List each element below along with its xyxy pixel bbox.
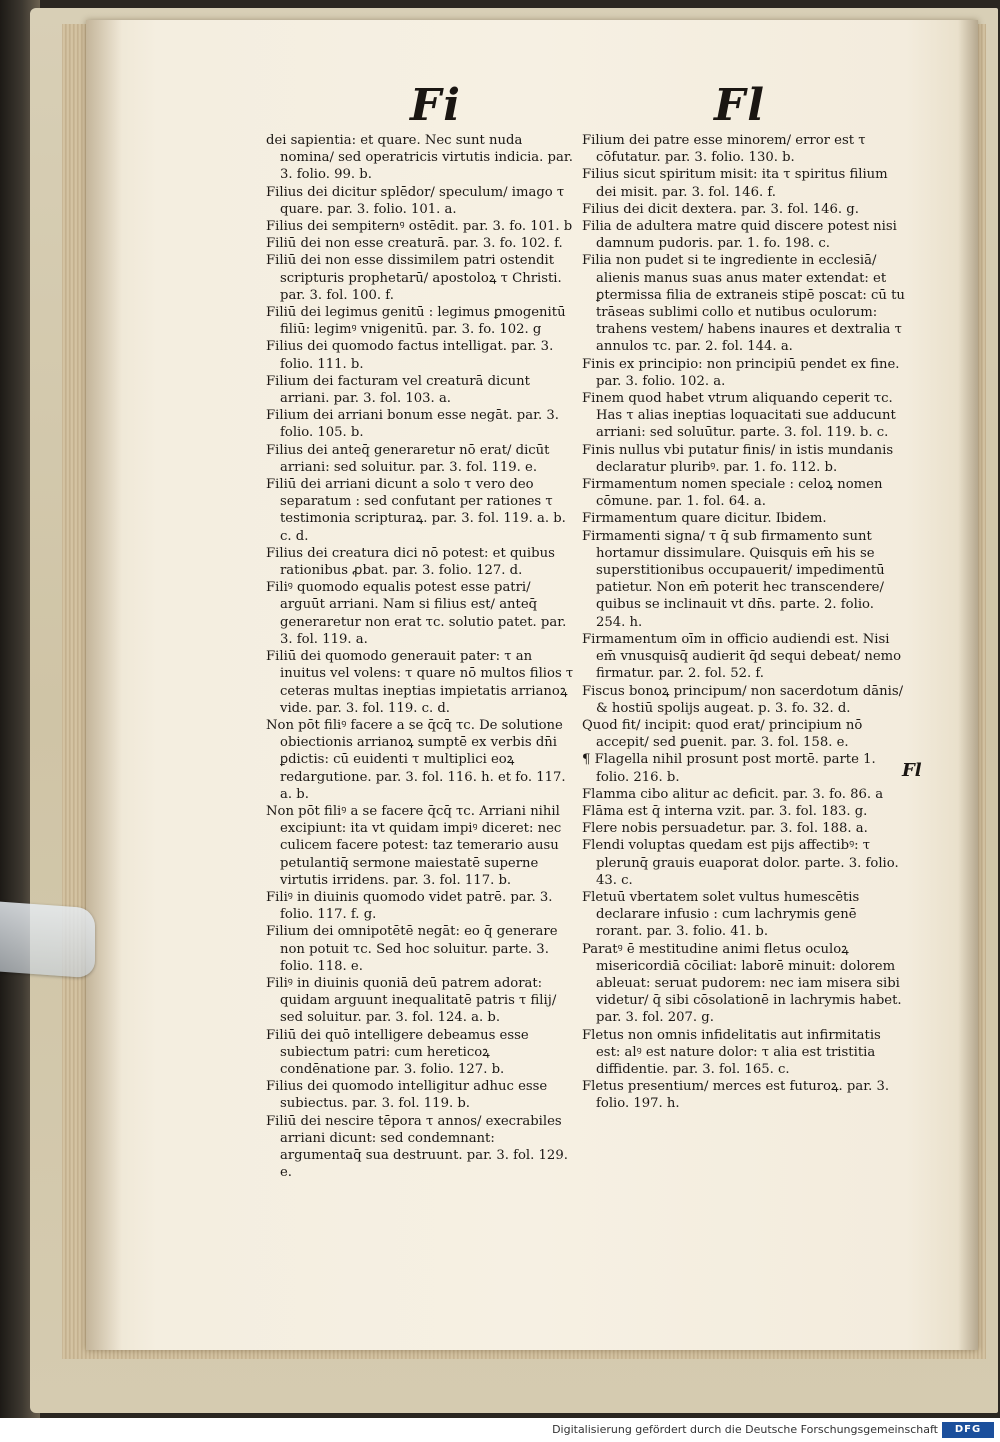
running-head-left: Fi (410, 80, 462, 131)
index-entry: Fletus non omnis infidelitatis aut infirmitatis est: alꝰ est nature dolor: τ alia est tristitia diffidentie. par. 3. fol. 165. c. (582, 1027, 881, 1077)
index-entry: Filius dei creatura dici nō potest: et quibus rationibus ꝓbat. par. 3. folio. 127. d. (266, 545, 555, 579)
index-entry: Non pōt filiꝰ facere a se q̄cq̄ τc. De solutione obiectionis arrianoꝝ sumptē ex verbis dn̄i ꝑdictis: cū euidenti τ multiplici eoꝝ redargutione. par. 3. fol. 116. h. et fo. 117. a. b. (266, 717, 566, 802)
index-entry: Filius dei sempiternꝰ ostēdit. par. 3. fo. 101. b (266, 219, 573, 235)
index-entry: Filiꝰ in diuinis quomodo videt patrē. par. 3. folio. 117. f. g. (266, 889, 553, 923)
index-entry: Filium dei arriani bonum esse negāt. par. 3. folio. 105. b. (266, 408, 559, 441)
index-entry: Finem quod habet vtrum aliquando ceperit τc. Has τ alias ineptias loquacitati sue adducunt arriani: sed soluūtur. parte. 3. fol. 119. b. c. (582, 391, 896, 441)
index-entry: Filius dei dicit dextera. par. 3. fol. 146. g. (582, 201, 859, 217)
text-column-right (582, 132, 906, 1113)
index-entry: Filium dei omnipotētē negāt: eo q̄ generare non potuit τc. Sed hoc soluitur. parte. 3. folio. 118. e. (266, 924, 558, 974)
index-entry: Filiū dei nescire tēpora τ annos/ execrabiles arriani dicunt: sed condemnant: argumentaq̄ sua destruunt. par. 3. fol. 129. e. (266, 1113, 568, 1181)
index-entry: ¶ Flagella nihil prosunt post mortē. parte 1. folio. 216. b. (582, 752, 876, 785)
index-entry: Flere nobis persuadetur. par. 3. fol. 188. a. (582, 821, 868, 837)
index-entry: Finis ex principio: non principiū pendet ex fine. par. 3. folio. 102. a. (582, 356, 900, 389)
index-entry: Filiū dei quō intelligere debeamus esse subiectum patri: cum hereticoꝝ condēnatione par. 3. folio. 127. b. (266, 1027, 529, 1077)
index-entry: Filium dei patre esse minorem/ error est τ cōfutatur. par. 3. folio. 130. b. (582, 133, 866, 166)
index-entry: Filius dei anteq̄ generaretur nō erat/ dicūt arriani: sed soluitur. par. 3. fol. 119. e. (266, 442, 550, 475)
index-entry: Flāma est q̄ interna vzit. par. 3. fol. 183. g. (582, 803, 868, 819)
index-entry: Filius sicut spiritum misit: ita τ spiritus filium dei misit. par. 3. fol. 146. f. (582, 167, 888, 200)
index-entry: Fletus presentium/ merces est futuroꝝ. par. 3. folio. 197. h. (582, 1079, 890, 1112)
index-entry: Fletuū vbertatem solet vultus humescētis declarare infusio : cum lachrymis genē rorant. par. 3. folio. 41. b. (582, 889, 860, 940)
index-entry: Firmamentum oīm in officio audiendi est. Nisi em̄ vnusquisq̄ audierit q̄d sequi debeat/ nemo firmatur. par. 2. fol. 52. f. (582, 631, 902, 682)
index-entry: Filia de adultera matre quid discere potest nisi damnum pudoris. par. 1. fo. 198. c. (582, 219, 897, 252)
funding-note: Digitalisierung gefördert durch die Deutsche Forschungsgemeinschaft (552, 1423, 938, 1436)
index-entry: Firmamenti signa/ τ q̄ sub firmamento sunt hortamur dissimulare. Quisquis em̄ his se superstitionibus occupauerit/ impedimentū patietur. Non em̄ poterit hec transcendere/ quibus se inclinauit vt dn̄s. parte. 2. folio. 254. h. (582, 528, 885, 630)
index-entry: Filius dei quomodo intelligitur adhuc esse subiectus. par. 3. fol. 119. b. (266, 1079, 548, 1112)
running-head-right: Fl (714, 80, 766, 131)
index-entry: Firmamentum quare dicitur. Ibidem. (582, 511, 827, 527)
dfg-logo: DFG (942, 1422, 994, 1438)
page-edge-shadow (958, 20, 978, 1350)
clear-bookmark-strip (0, 902, 95, 979)
index-entry: Filiū dei legimus genitū : legimus ꝑmogenitū filiū: legimꝰ vnigenitū. par. 3. fo. 102. g (266, 305, 566, 338)
index-entry: Paratꝰ ē mestitudine animi fletus oculoꝝ misericordiā cōciliat: laborē minuit: dolorem ableuat: seruat pudorem: nec iam misera sibi videtur/ q̄ sibi cōsolationē in lachrymis habet. par. 3. fol. 207. g. (582, 941, 902, 1026)
index-entry: Filium dei facturam vel creaturā dicunt arriani. par. 3. fol. 103. a. (266, 373, 530, 407)
index-entry: Filia non pudet si te ingrediente in ecclesiā/ alienis manus suas anus mater extendat: et ꝑtermissa filia de extraneis stipē poscat: cū tu trāseas sublimi collo et nutibus oculorum: trahens vestem/ habens inaures et dextralia τ annulos τc. par. 2. fol. 144. a. (582, 253, 905, 355)
index-entry: Fiscus bonoꝝ principum/ non sacerdotum dānis/ & hostiū spolijs augeat. p. 3. fo. 32. d. (582, 683, 904, 716)
index-entry: Quod fit/ incipit: quod erat/ principium nō accepit/ sed ꝑuenit. par. 3. fol. 158. e. (582, 717, 863, 751)
index-entry: Flamma cibo alitur ac deficit. par. 3. fo. 86. a (582, 786, 884, 802)
index-entry: Filiꝰ quomodo equalis potest esse patri/ arguūt arriani. Nam si filius est/ anteq̄ generaretur non erat τc. solutio patet. par. 3. fol. 119. a. (266, 580, 567, 647)
text-column-left (266, 132, 576, 1181)
index-entry: Non pōt filiꝰ a se facere q̄cq̄ τc. Arriani nihil excipiunt: ita vt quidam impiꝰ diceret: nec culicem facere potest: taz temerario ausu petulantiq̄ sermone maiestatē superne virtutis irridens. par. 3. fol. 117. b. (266, 803, 562, 888)
index-entry: Firmamentum nomen speciale : celoꝝ nomen cōmune. par. 1. fol. 64. a. (582, 477, 883, 510)
index-entry: Filiū dei quomodo generauit pater: τ an inuitus vel volens: τ quare nō multos filios τ ceteras multas ineptias impietatis arrianoꝝ vide. par. 3. fol. 119. c. d. (266, 649, 574, 716)
marginal-guide-letter: Fl (902, 760, 922, 781)
index-entry: Filius dei quomodo factus intelligat. par. 3. folio. 111. b. (266, 339, 554, 372)
index-entry: Filiū dei non esse creaturā. par. 3. fo. 102. f. (266, 236, 563, 252)
index-entry: dei sapientia: et quare. Nec sunt nuda nomina/ sed operatricis virtutis indicia. par. 3. folio. 99. b. (266, 133, 573, 183)
index-entry: Filiū dei non esse dissimilem patri ostendit scripturis prophetarū/ apostoloꝝ τ Christi. par. 3. fol. 100. f. (266, 253, 562, 303)
index-entry: Finis nullus vbi putatur finis/ in istis mundanis declaratur pluribꝰ. par. 1. fo. 112. b. (582, 442, 894, 475)
index-entry: Filiꝰ in diuinis quoniā deū patrem adorat: quidam arguunt inequalitatē patris τ filij/ sed soluitur. par. 3. fol. 124. a. b. (266, 975, 557, 1026)
index-entry: Filius dei dicitur splēdor/ speculum/ imago τ quare. par. 3. folio. 101. a. (266, 184, 565, 217)
index-entry: Filiū dei arriani dicunt a solo τ vero deo separatum : sed confutant per rationes τ testimonia scripturaꝝ. par. 3. fol. 119. a. b. c. d. (266, 477, 566, 544)
gutter-shadow (86, 20, 122, 1350)
index-entry: Flendi voluptas quedam est pijs affectibꝰ: τ plerunq̄ grauis euaporat dolor. parte. 3. folio. 43. c. (582, 838, 899, 888)
footer-bar (0, 1418, 1000, 1442)
